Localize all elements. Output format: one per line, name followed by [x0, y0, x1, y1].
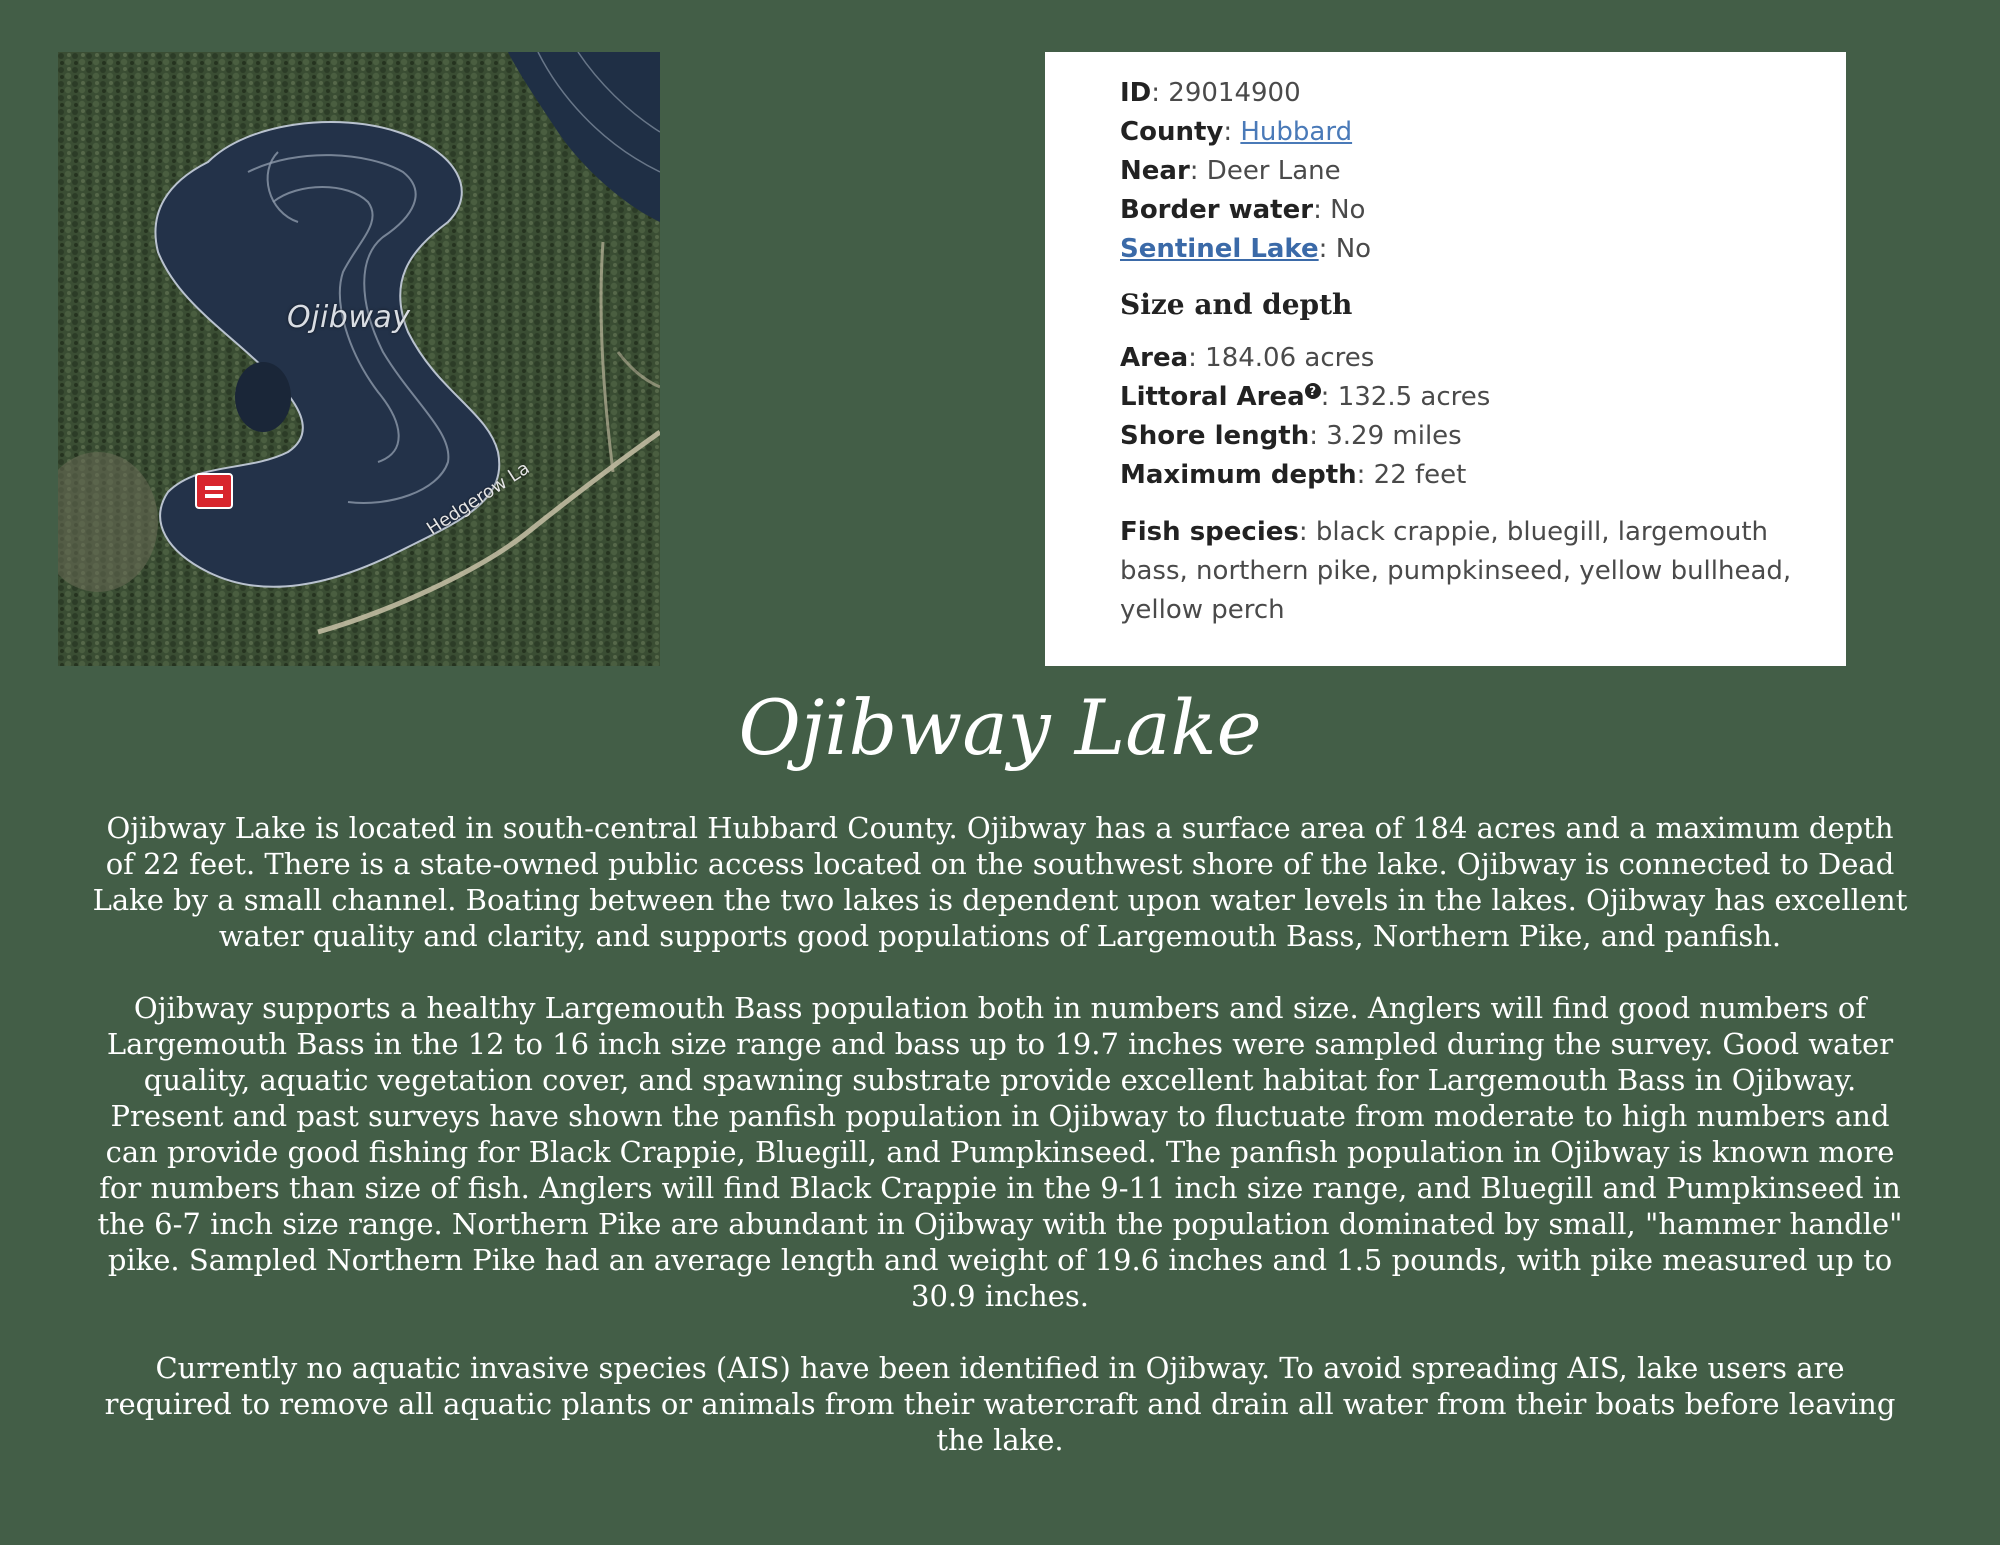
shore-length-row: Shore length: 3.29 miles — [1120, 421, 1462, 451]
area-row: Area: 184.06 acres — [1120, 343, 1375, 373]
littoral-area-row: Littoral Area ? : 132.5 acres — [1120, 382, 1491, 412]
sentinel-lake-value: No — [1335, 234, 1372, 264]
shore-length-label: Shore length — [1120, 421, 1310, 451]
near-row: Near: Deer Lane — [1120, 156, 1341, 186]
satellite-map-image — [58, 52, 660, 666]
page-title: Ojibway Lake — [738, 683, 1262, 772]
map-road-label: Hedgerow La — [423, 457, 534, 540]
border-water-row: Border water: No — [1120, 195, 1366, 225]
id-row: ID: 29014900 — [1120, 78, 1301, 108]
sentinel-lake-link[interactable]: Sentinel Lake — [1120, 234, 1319, 264]
shore-length-value: 3.29 miles — [1326, 421, 1462, 451]
area-label: Area — [1120, 343, 1189, 373]
sentinel-lake-row: Sentinel Lake: No — [1120, 234, 1372, 264]
lake-map — [58, 52, 660, 666]
id-value: 29014900 — [1168, 78, 1301, 108]
lake-info-card — [1045, 52, 1846, 666]
paragraph-fishery: Ojibway supports a healthy Largemouth Bass population both in numbers and size. Anglers will find good numbers of Largemouth Bass in the 12 to 16 inch size range and bass up to 19.7 inches were sampled during the survey. Good water quality, aquatic vegetation cover, and spawning substrate provide excellent habitat for Largemouth Bass in Ojibway. Present and past surveys have shown the panfish population in Ojibway to fluctuate from moderate to high numbers and can provide good fishing for Black Crappie, Bluegill, and Pumpkinseed. The panfish population in Ojibway is known more for numbers than size of fish. Anglers will find Black Crappie in the 9-11 inch size range, and Bluegill and Pumpkinseed in the 6-7 inch size range. Northern Pike are abundant in Ojibway with the population dominated by small, "hammer handle" pike. Sampled Northern Pike had an average length and weight of 19.6 inches and 1.5 pounds, with pike measured up to 30.9 inches. — [97, 991, 1903, 1313]
paragraph-ais: Currently no aquatic invasive species (AIS) have been identified in Ojibway. To avoid spreading AIS, lake users are required to remove all aquatic plants or animals from their watercraft and drain all water from their boats before leaving the lake. — [104, 1351, 1896, 1457]
max-depth-label: Maximum depth — [1120, 460, 1357, 490]
max-depth-value: 22 feet — [1373, 460, 1467, 490]
border-water-value: No — [1330, 195, 1366, 225]
near-value: Deer Lane — [1206, 156, 1341, 186]
county-link[interactable]: Hubbard — [1240, 117, 1353, 147]
size-depth-heading: Size and depth — [1120, 288, 1353, 321]
public-access-icon — [195, 473, 233, 509]
fish-species-label: Fish species — [1120, 517, 1299, 547]
fish-species-row: Fish species: black crappie, bluegill, largemouth bass, northern pike, pumpkinseed, yellow bullhead, yellow perch — [1120, 517, 1792, 625]
map-lake-label: Ojibway — [287, 300, 411, 335]
border-water-label: Border water — [1120, 195, 1314, 225]
fish-species-value: black crappie, bluegill, largemouth bass, northern pike, pumpkinseed, yellow bullhead, yellow perch — [1120, 517, 1792, 625]
littoral-area-label: Littoral Area — [1120, 382, 1305, 412]
near-label: Near — [1120, 156, 1190, 186]
paragraph-overview: Ojibway Lake is located in south-central Hubbard County. Ojibway has a surface area of 184 acres and a maximum depth of 22 feet. There is a state-owned public access located on the southwest shore of the lake. Ojibway is connected to Dead Lake by a small channel. Boating between the two lakes is dependent upon water levels in the lakes. Ojibway has excellent water quality and clarity, and supports good populations of Largemouth Bass, Northern Pike, and panfish. — [92, 811, 1908, 953]
help-icon[interactable]: ? — [1305, 383, 1321, 399]
id-label: ID — [1120, 78, 1152, 108]
area-value: 184.06 acres — [1205, 343, 1375, 373]
max-depth-row: Maximum depth: 22 feet — [1120, 460, 1467, 490]
county-row: County: Hubbard — [1120, 117, 1353, 147]
county-label: County — [1120, 117, 1224, 147]
littoral-area-value: 132.5 acres — [1337, 382, 1491, 412]
lake-description — [90, 810, 1910, 1494]
